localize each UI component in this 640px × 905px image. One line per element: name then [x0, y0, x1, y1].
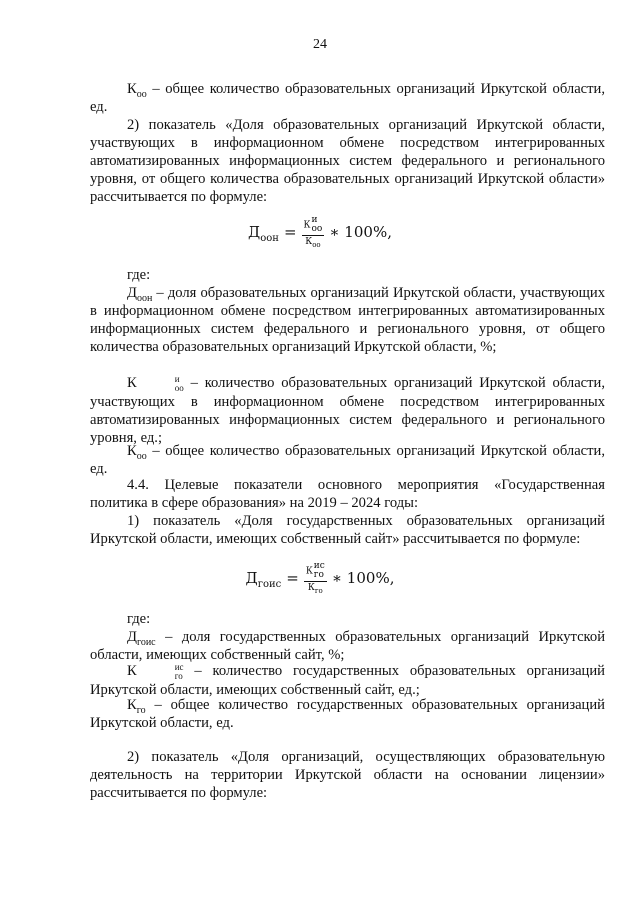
formula-lhs: $Д_{оон}$: [248, 223, 279, 244]
definition-k-is-go: К ис го – количество государственных образовательных организаций Иркутской области, имеющих собственный сайт, ед.;: [90, 661, 605, 698]
page-number: 24: [313, 37, 327, 52]
symbol: $Д_{оон}$: [127, 285, 153, 304]
fraction-numerator: К и оо: [303, 215, 323, 234]
definition-k-oo: $К_{оо}$ – общее количество образовательных организаций Иркутской области, ед.: [90, 81, 605, 115]
fraction-numerator: К ис го: [305, 561, 325, 580]
formula-multiplier: ∗ 100%,: [331, 569, 395, 587]
symbol: $К_{оо}$: [127, 443, 147, 462]
formula-lhs: $Д_{гоис}$: [245, 569, 282, 590]
where-label-2: где:: [127, 611, 151, 627]
symbol: $К_{го}$: [127, 697, 146, 716]
where-label: где:: [127, 267, 151, 283]
symbol: К и оо: [127, 373, 184, 393]
symbol: $К_{оо}$: [127, 81, 147, 100]
formula-d-gois: [0, 562, 640, 594]
definition-d-gois: $Д_{гоис}$ – доля государственных образовательных организаций Иркутской области, имеющих собственный сайт, %;: [90, 629, 605, 663]
formula-multiplier: ∗ 100%,: [329, 223, 392, 241]
definition-k-oo-2: $К_{оо}$ – общее количество образовательных организаций Иркутской области, ед.: [90, 443, 605, 477]
fraction-denominator: $К_{го}$: [307, 583, 323, 595]
paragraph-indicator-1: 1) показатель «Доля государственных образовательных организаций Иркутской области, имеющих собственный сайт» рассчитывается по формуле:: [90, 513, 605, 547]
paragraph-indicator-2-licenses: 2) показатель «Доля организаций, осуществляющих образовательную деятельность на территории Иркутской области на основании лицензии» рассчитывается по формуле:: [90, 749, 605, 801]
equals-sign: =: [283, 223, 297, 241]
equals-sign: =: [286, 569, 299, 587]
symbol: К ис го: [127, 661, 184, 681]
fraction: [302, 216, 325, 248]
paragraph-indicator-2: 2) показатель «Доля образовательных организаций Иркутской области, участвующих в информационном обмене посредством интегрированных автоматизированных информационных систем федерального и регионального уровня, от общего количества образовательных организаций Иркутской области» рассчитывается по формуле:: [90, 117, 605, 205]
fraction-denominator: $К_{оо}$: [305, 237, 321, 249]
definition-d-oon: $Д_{оон}$ – доля образовательных организаций Иркутской области, участвующих в информационном обмене посредством интегрированных автоматизированных информационных систем федерального и регионального уровня, от общего количества образовательных организаций Иркутской области, %;: [90, 285, 605, 355]
definition-k-go: $К_{го}$ – общее количество государственных образовательных организаций Иркутской области, ед.: [90, 697, 605, 731]
formula-d-oon: [0, 216, 640, 248]
section-4-4: 4.4. Целевые показатели основного мероприятия «Государственная политика в сфере образования» на 2019 – 2024 годы:: [90, 477, 605, 511]
symbol: $Д_{гоис}$: [127, 629, 156, 648]
fraction: [304, 562, 327, 594]
definition-k-i-oo: К и оо – количество образовательных организаций Иркутской области, участвующих в информационном обмене посредством интегрированных автоматизированных информационных систем федерального и регионального уровня, ед.;: [90, 373, 605, 446]
